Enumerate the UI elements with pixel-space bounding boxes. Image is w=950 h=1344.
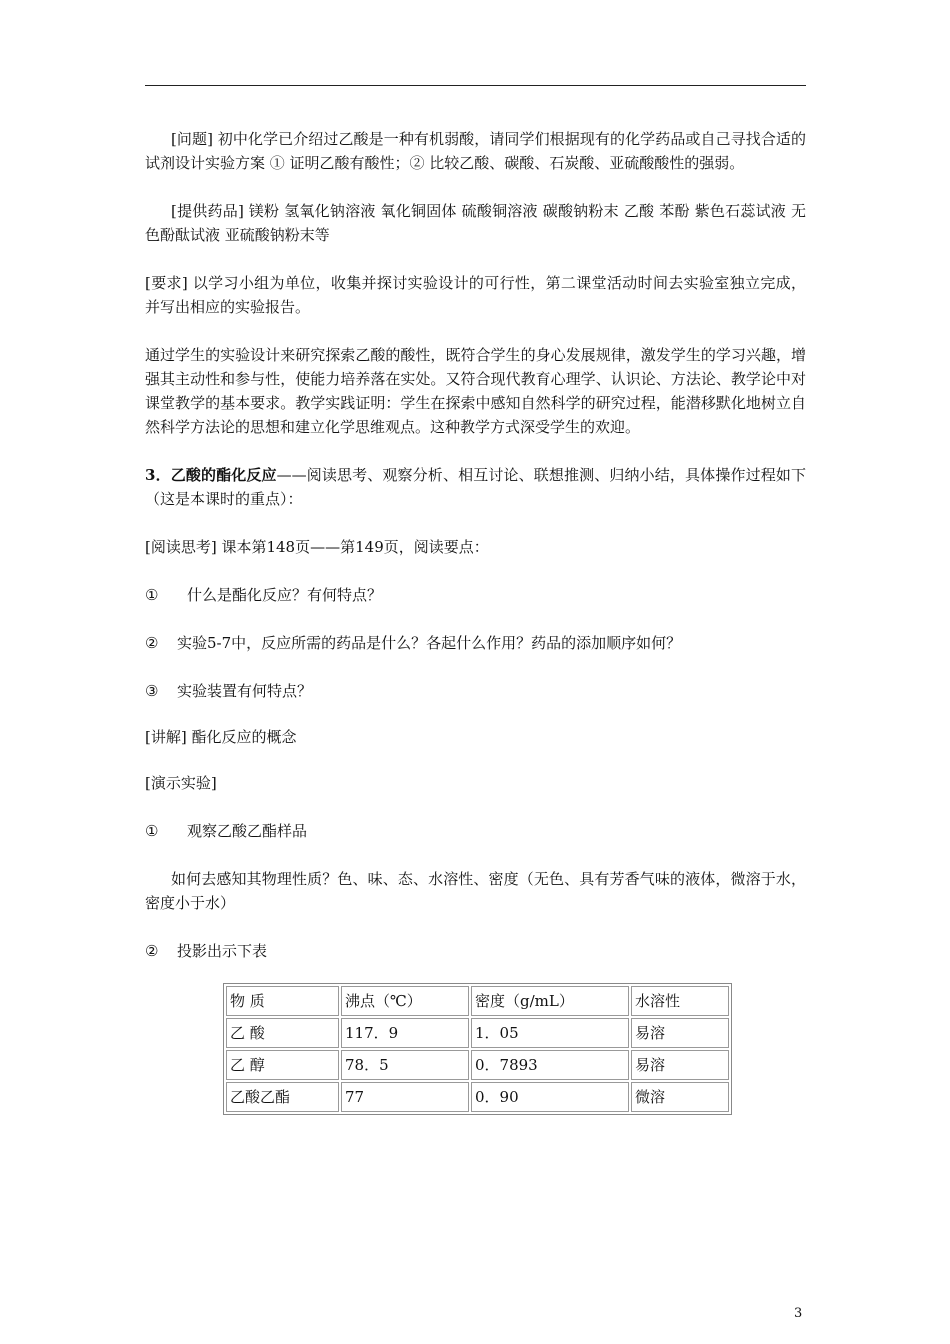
physical-properties-paragraph: 如何去感知其物理性质？色、味、态、水溶性、密度（无色、具有芳香气味的液体，微溶于水，密度小于水） [145,870,806,912]
table-header-cell: 物 质 [226,986,339,1016]
list-marker: ① [145,586,159,604]
demo-heading: [演示实验] [145,774,217,792]
discussion-paragraph: 通过学生的实验设计来研究探索乙酸的酸性，既符合学生的身心发展规律，激发学生的学习兴趣，增强其主动性和参与性，使能力培养落在实处。又符合现代教育心理学、认识论、方法论、教学论中对课堂教学的基本要求。教学实践证明：学生在探索中感知自然科学的研究过程，能潜移默化地树立自然科学方法论的思想和建立化学思维观点。这种教学方式深受学生的欢迎。 [145,346,806,436]
table-cell: 乙酸乙酯 [226,1082,339,1112]
table-row [226,1018,729,1048]
table-cell: 微溶 [631,1082,729,1112]
reagents-paragraph: [提供药品] 镁粉 氢氧化钠溶液 氧化铜固体 硫酸铜溶液 碳酸钠粉末 乙酸 苯酚 紫色石蕊试液 无色酚酞试液 亚硫酸钠粉末等 [145,202,806,244]
table-row [226,1050,729,1080]
table-cell: 78．5 [341,1050,469,1080]
list-marker: ② [145,942,159,960]
requirement-paragraph: [要求] 以学习小组为单位，收集并探讨实验设计的可行性，第二课堂活动时间去实验室独立完成，并写出相应的实验报告。 [145,274,806,316]
list-item [145,583,806,607]
reading-heading: [阅读思考] 课本第148页——第149页，阅读要点： [145,538,489,556]
list-text: 投影出示下表 [177,942,268,960]
table-header-cell: 密度（g/mL） [471,986,629,1016]
section-heading-paragraph [145,463,806,511]
table-cell: 乙 醇 [226,1050,339,1080]
table-cell: 77 [341,1082,469,1112]
table-cell: 0．7893 [471,1050,629,1080]
list-text: 实验装置有何特点？ [177,682,313,700]
list-marker: ① [145,822,159,840]
table-header-cell: 水溶性 [631,986,729,1016]
header-rule [145,85,806,86]
table-row [226,1082,729,1112]
problem-paragraph: [问题] 初中化学已介绍过乙酸是一种有机弱酸，请同学们根据现有的化学药品或自己寻找合适的试剂设计实验方案 ① 证明乙酸有酸性；② 比较乙酸、碳酸、石炭酸、亚硫酸酸性的强弱。 [145,130,806,172]
section-title: 3．乙酸的酯化反应 [145,466,277,484]
list-text: 观察乙酸乙酯样品 [187,822,308,840]
table-header-cell: 沸点（℃） [341,986,469,1016]
list-text: 实验5-7中，反应所需的药品是什么？各起什么作用？药品的添加顺序如何？ [177,634,682,652]
list-item [145,819,806,843]
properties-table [223,983,732,1115]
table-header-row [226,986,729,1016]
lecture-heading: [讲解] 酯化反应的概念 [145,728,297,746]
list-item [145,939,806,963]
list-marker: ③ [145,682,159,700]
list-text: 什么是酯化反应？有何特点？ [187,586,383,604]
table-cell: 易溶 [631,1050,729,1080]
document-body [145,122,806,1115]
table-cell: 117．9 [341,1018,469,1048]
table-cell: 0．90 [471,1082,629,1112]
table-cell: 1．05 [471,1018,629,1048]
list-marker: ② [145,634,159,652]
page-number: 3 [794,1306,803,1321]
table-cell: 乙 酸 [226,1018,339,1048]
list-item [145,679,806,703]
list-item [145,631,806,655]
section-description: ——阅读思考、观察分析、相互讨论、联想推测、归纳小结，具体操作过程如下（这是本课时的重点）： [145,466,806,508]
table-cell: 易溶 [631,1018,729,1048]
